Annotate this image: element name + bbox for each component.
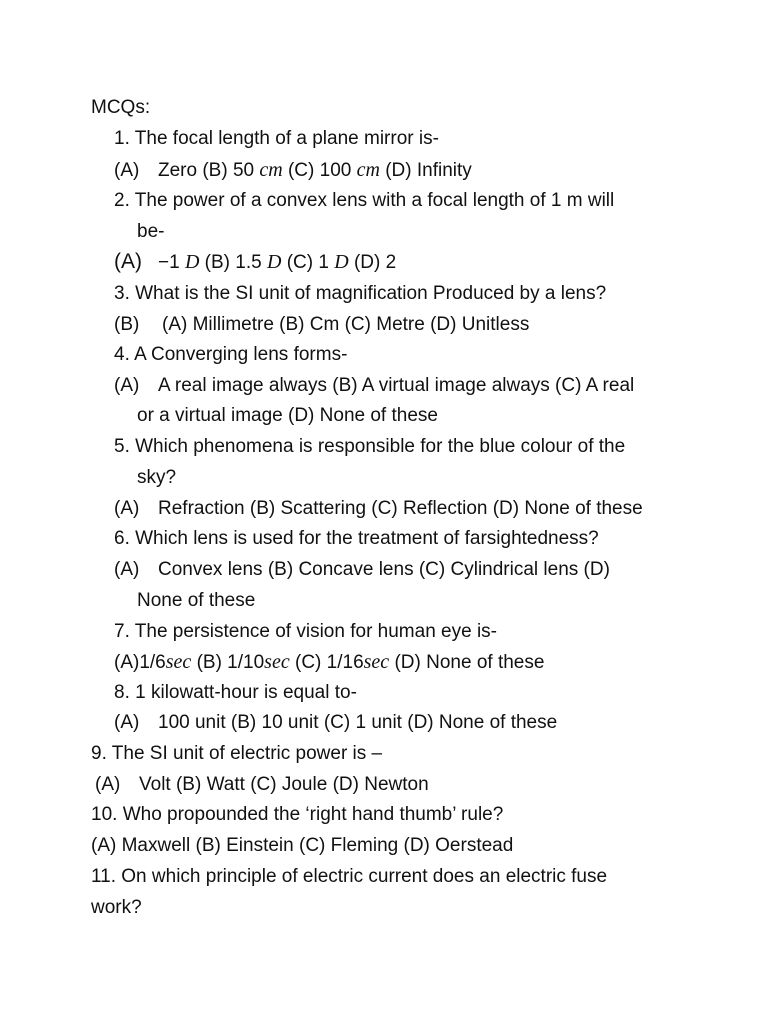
option-text: Zero (B) 50 [158, 160, 260, 181]
mcq-heading: MCQs: [91, 97, 151, 118]
question-2: 2. The power of a convex lens with a focal length of 1 m will [114, 190, 615, 211]
question-11: 11. On which principle of electric current does an electric fuse [91, 866, 608, 887]
question-10-options: (A) Maxwell (B) Einstein (C) Fleming (D) Oerstead [91, 835, 514, 856]
option-text: (C) 100 [282, 160, 357, 181]
option-text: (D) Infinity [379, 160, 472, 181]
question-8: 8. 1 kilowatt-hour is equal to- [114, 682, 357, 703]
unit-d: D [334, 251, 349, 273]
option-label: (A) [114, 250, 142, 273]
question-9-options [95, 773, 429, 797]
unit-sec: sec [165, 651, 192, 673]
option-label: (A) [114, 712, 140, 733]
option-text: 100 unit (B) 10 unit (C) 1 unit (D) None of these [158, 712, 558, 733]
unit-cm: cm [356, 159, 380, 181]
question-1-options [114, 158, 472, 183]
option-text: Refraction (B) Scattering (C) Reflection (D) None of these [158, 498, 643, 519]
question-8-options [114, 711, 557, 735]
option-label: (B) [114, 314, 140, 335]
option-text: −1 [158, 252, 185, 273]
question-5-options [114, 497, 643, 521]
question-4: 4. A Converging lens forms- [114, 344, 348, 365]
unit-sec: sec [264, 651, 290, 673]
option-text: (D) None of these [389, 652, 545, 673]
question-5-continued: sky? [137, 467, 177, 488]
question-6-options [114, 558, 610, 582]
option-text: (B) 1/10 [191, 652, 265, 673]
option-label: (A) [114, 375, 140, 396]
option-label: (A) [114, 498, 140, 519]
option-label: (A) [95, 774, 121, 795]
question-4-options [114, 374, 634, 398]
question-1: 1. The focal length of a plane mirror is- [114, 128, 439, 149]
option-text: (A) Millimetre (B) Cm (C) Metre (D) Unitless [162, 314, 530, 335]
unit-d: D [266, 251, 282, 273]
question-9: 9. The SI unit of electric power is – [91, 743, 383, 764]
question-11-continued: work? [91, 897, 142, 918]
question-3-options [114, 313, 529, 337]
question-2-options [114, 250, 396, 275]
option-text: (B) 1.5 [199, 252, 267, 273]
question-7-options [114, 650, 544, 675]
question-2-continued: be- [137, 221, 165, 242]
option-text: Volt (B) Watt (C) Joule (D) Newton [139, 774, 429, 795]
option-text: A real image always (B) A virtual image always (C) A real [158, 375, 635, 396]
question-7: 7. The persistence of vision for human eye is- [114, 621, 498, 642]
unit-d: D [184, 251, 200, 273]
unit-cm: cm [259, 159, 283, 181]
option-text: (C) 1/16 [289, 652, 364, 673]
question-10: 10. Who propounded the ‘right hand thumb’ rule? [91, 804, 504, 825]
question-5: 5. Which phenomena is responsible for the blue colour of the [114, 436, 626, 457]
unit-sec: sec [363, 651, 390, 673]
option-text: Convex lens (B) Concave lens (C) Cylindrical lens (D) [158, 559, 610, 580]
option-text: (A)1/6 [114, 652, 166, 673]
question-6-options-continued: None of these [137, 590, 256, 611]
question-4-options-continued: or a virtual image (D) None of these [137, 405, 438, 426]
question-3: 3. What is the SI unit of magnification Produced by a lens? [114, 283, 607, 304]
option-label: (A) [114, 160, 140, 181]
option-label: (A) [114, 559, 140, 580]
question-6: 6. Which lens is used for the treatment of farsightedness? [114, 528, 599, 549]
option-text: (D) 2 [348, 252, 397, 273]
option-text: (C) 1 [281, 252, 335, 273]
